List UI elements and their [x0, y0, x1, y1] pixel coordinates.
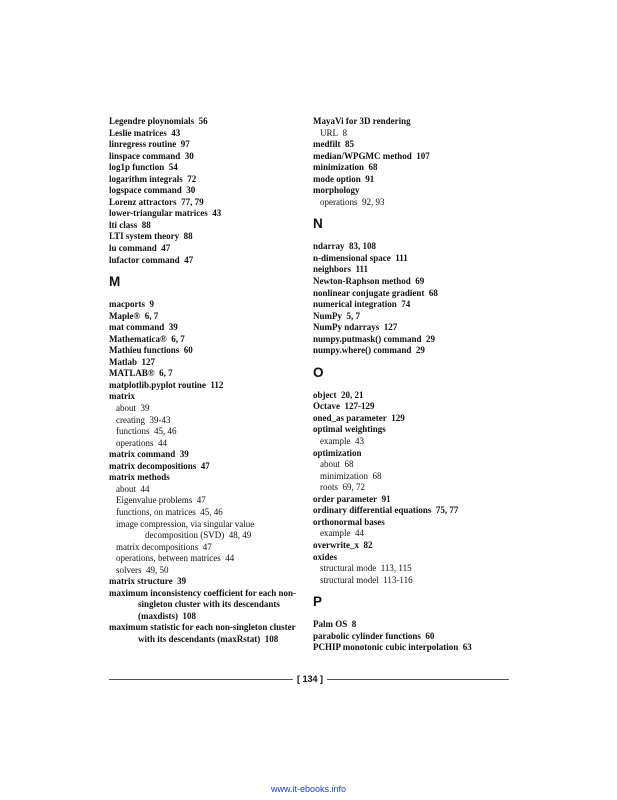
index-term: Palm OS [313, 619, 348, 630]
page-references: 69, 72 [342, 482, 365, 493]
index-entry [313, 334, 513, 346]
page-references: 60 [425, 630, 435, 641]
index-subentry [313, 471, 513, 483]
index-term: numpy.where() command [313, 345, 412, 356]
index-subentry [109, 426, 309, 438]
index-subentry [109, 415, 309, 427]
index-term: optimization [313, 447, 362, 458]
page-references: 111 [395, 252, 408, 263]
index-term: median/WPGMC method [313, 150, 412, 161]
page-references: 72 [187, 173, 197, 184]
index-term: lower-triangular matrices [109, 208, 208, 219]
page-references: 6, 7 [159, 368, 173, 379]
page-references: 74 [401, 299, 411, 310]
index-entry [313, 631, 513, 643]
index-entry [109, 220, 309, 232]
page-references: 6, 7 [144, 310, 159, 321]
index-term: lti class [109, 219, 138, 230]
index-term: matrix decompositions [116, 541, 199, 552]
index-term: NumPy [313, 310, 342, 321]
index-subentry [109, 438, 309, 450]
index-term: oned_as parameter [313, 412, 387, 423]
index-term: Eigenvalue problems [116, 495, 193, 506]
footer-rule-right [327, 679, 509, 680]
page-references: 48, 49 [228, 530, 252, 541]
index-entry [109, 391, 309, 403]
index-subentry [109, 542, 309, 554]
index-term: Mathieu functions [109, 345, 180, 356]
index-term: MayaVi for 3D rendering [313, 116, 411, 126]
index-term: matrix structure [109, 576, 173, 587]
page-references: 5, 7 [346, 310, 360, 321]
page-references: 43 [171, 127, 181, 138]
index-term: optimal weightings [313, 424, 386, 435]
website-link[interactable]: www.it-ebooks.info [270, 784, 347, 794]
index-term: linregress routine [109, 139, 177, 150]
index-entry [109, 231, 309, 243]
index-entry [109, 472, 309, 484]
index-entry [109, 449, 309, 461]
index-entry [109, 255, 309, 267]
index-term: numpy.putmask() command [313, 333, 422, 344]
index-subentry [109, 565, 309, 577]
page-references: 127 [383, 322, 398, 333]
page-references: 39 [168, 322, 178, 333]
index-entry [313, 241, 513, 253]
index-term: LTI system theory [109, 231, 180, 242]
index-column-left [109, 116, 309, 646]
page-references: 68 [344, 459, 354, 470]
index-entry [109, 622, 309, 645]
index-term: URL [320, 127, 338, 138]
index-entry [109, 322, 309, 334]
page-references: 127-129 [344, 401, 375, 412]
page-references: 29 [415, 345, 425, 356]
index-entry [109, 243, 309, 255]
page-references: 29 [426, 333, 436, 344]
index-term: medfilt [313, 139, 341, 150]
index-term: logarithm integrals [109, 173, 183, 184]
index-entry [109, 368, 309, 380]
index-entry [313, 448, 513, 460]
page-references: 47 [200, 460, 210, 471]
page-references: 112 [210, 379, 224, 390]
page-references: 54 [168, 162, 178, 173]
index-entry [109, 116, 309, 128]
index-term: PCHIP monotonic cubic interpolation [313, 642, 459, 653]
page-references: 75, 77 [435, 505, 459, 516]
index-entry [313, 540, 513, 552]
index-entry [109, 461, 309, 473]
index-subentry [313, 482, 513, 494]
page-references: 20, 21 [341, 389, 364, 400]
page-references: 39 [177, 576, 187, 587]
page-references: 108 [264, 633, 279, 644]
index-entry [313, 288, 513, 300]
index-entry [109, 162, 309, 174]
index-entry [109, 357, 309, 369]
index-entry [313, 517, 513, 529]
page-references: 8 [342, 127, 347, 138]
page-references: 111 [355, 264, 369, 275]
index-term: matrix command [109, 449, 176, 460]
index-term: neighbors [313, 264, 352, 275]
index-subentry [109, 484, 309, 496]
index-term: structural model [320, 574, 379, 585]
index-entry [313, 276, 513, 288]
index-section-letter: P [313, 594, 323, 610]
index-term: object [313, 389, 337, 400]
index-term: NumPy ndarrays [313, 322, 380, 333]
index-term: operations, between matrices [116, 553, 221, 564]
page-number: [ 134 ] [296, 674, 323, 684]
index-term: MATLAB® [109, 368, 155, 379]
index-entry [109, 139, 309, 151]
page-references: 49, 50 [146, 564, 169, 575]
index-term: morphology [313, 185, 360, 196]
index-entry [313, 642, 513, 654]
index-term: ndarray [313, 241, 345, 252]
page-references: 88 [141, 219, 151, 230]
page-references: 44 [140, 483, 150, 494]
index-entry [313, 413, 513, 425]
page-references: 77, 79 [181, 196, 204, 207]
index-entry [313, 174, 513, 186]
index-term: lufactor command [109, 254, 180, 265]
page-references: 44 [158, 437, 167, 448]
page-references: 39-43 [149, 414, 171, 425]
page-references: 91 [381, 493, 391, 504]
index-term: example [320, 436, 351, 447]
index-term: macports [109, 299, 145, 310]
index-term: operations [116, 437, 154, 448]
index-entry [313, 552, 513, 564]
page-references: 43 [355, 436, 364, 447]
index-term: matplotlib.pyplot routine [109, 379, 206, 390]
index-entry [109, 345, 309, 357]
index-subentry [313, 197, 513, 209]
page-references: 127 [141, 356, 155, 367]
index-entry [109, 299, 309, 311]
index-entry [313, 253, 513, 265]
index-term: matrix decompositions [109, 460, 197, 471]
index-entry [109, 334, 309, 346]
page-references: 44 [225, 553, 235, 564]
index-term: Matlab [109, 356, 137, 367]
index-section-letter: O [313, 364, 324, 380]
index-term: n-dimensional space [313, 252, 391, 263]
page-references: 107 [416, 150, 430, 161]
index-term: minimization [320, 470, 368, 481]
index-term: example [320, 528, 351, 539]
index-entry [313, 424, 513, 436]
index-term: operations [320, 196, 358, 207]
page-references: 68 [372, 470, 382, 481]
index-subentry [109, 495, 309, 507]
index-subentry [313, 575, 513, 587]
index-section-letter: M [109, 274, 121, 290]
page-references: 60 [183, 345, 193, 356]
page-references: 43 [212, 208, 222, 219]
index-term: solvers [116, 564, 142, 575]
index-term: lu command [109, 243, 157, 254]
index-term: order parameter [313, 493, 378, 504]
page-references: 85 [345, 139, 354, 150]
index-term: minimization [313, 162, 364, 173]
index-entry [109, 128, 309, 140]
page-references: 56 [198, 116, 208, 126]
page-references: 9 [149, 299, 154, 310]
index-term: structural mode [320, 563, 377, 574]
page-references: 108 [182, 610, 196, 621]
index-term: linspace command [109, 150, 181, 161]
index-entry [313, 264, 513, 276]
index-term: image compression, via singular value decomposition (SVD) [116, 518, 255, 541]
index-term: log1p function [109, 162, 165, 173]
index-term: Leslie matrices [109, 127, 167, 138]
index-term: orthonormal bases [313, 516, 385, 527]
index-term: about [116, 483, 136, 494]
index-subentry [313, 459, 513, 471]
index-term: mode option [313, 173, 361, 184]
index-term: matrix methods [109, 472, 170, 483]
index-term: numerical integration [313, 299, 397, 310]
index-column-right [313, 116, 513, 654]
page-references: 44 [355, 528, 364, 539]
index-entry [313, 151, 513, 163]
page-references: 92, 93 [362, 196, 385, 207]
index-subentry [109, 519, 309, 542]
page-references: 113, 115 [380, 563, 412, 574]
index-subentry [109, 403, 309, 415]
page-references: 45, 46 [200, 506, 223, 517]
index-entry [109, 588, 309, 623]
index-term: about [116, 403, 136, 414]
index-entry [313, 619, 513, 631]
index-subentry [313, 528, 513, 540]
index-term: Octave [313, 401, 340, 412]
index-term: logspace command [109, 185, 182, 196]
index-entry [313, 116, 513, 128]
index-section-letter: N [313, 216, 323, 232]
index-term: about [320, 459, 340, 470]
index-term: mat command [109, 322, 165, 333]
index-term: Legendre ploynomials [109, 116, 195, 126]
page-references: 45, 46 [154, 426, 177, 437]
page-references: 39 [140, 403, 150, 414]
index-entry [109, 576, 309, 588]
index-term: roots [320, 482, 338, 493]
index-term: creating [116, 414, 145, 425]
page-references: 113-116 [383, 574, 413, 585]
index-term: Newton-Raphson method [313, 276, 411, 287]
page-references: 91 [365, 173, 375, 184]
index-term: parabolic cylinder functions [313, 630, 421, 641]
index-entry [109, 380, 309, 392]
index-entry [109, 197, 309, 209]
index-entry [109, 174, 309, 186]
page-references: 82 [363, 539, 373, 550]
page-references: 6, 7 [171, 333, 185, 344]
page-references: 8 [351, 619, 357, 630]
page-references: 47 [184, 254, 194, 265]
page-references: 30 [186, 185, 196, 196]
index-entry [313, 494, 513, 506]
index-term: Mathematica® [109, 333, 167, 344]
page-references: 47 [202, 541, 212, 552]
index-entry [313, 505, 513, 517]
index-entry [313, 139, 513, 151]
index-entry [313, 299, 513, 311]
page-references: 39 [179, 449, 189, 460]
index-term: Lorenz attractors [109, 196, 177, 207]
index-term: matrix [109, 391, 135, 402]
index-subentry [313, 563, 513, 575]
page-footer [109, 672, 509, 686]
index-entry [313, 185, 513, 197]
index-subentry [313, 128, 513, 140]
index-term: oxides [313, 551, 338, 562]
index-term: Maple® [109, 310, 141, 321]
index-entry [109, 151, 309, 163]
index-term: functions, on matrices [116, 506, 196, 517]
index-entry [313, 345, 513, 357]
page-references: 69 [415, 276, 425, 287]
index-term: overwrite_x [313, 539, 359, 550]
page-references: 68 [368, 162, 378, 173]
index-term: ordinary differential equations [313, 505, 432, 516]
page-references: 97 [180, 139, 190, 150]
index-subentry [109, 507, 309, 519]
index-term: nonlinear conjugate gradient [313, 287, 425, 298]
index-subentry [109, 553, 309, 565]
index-entry [313, 311, 513, 323]
page-references: 30 [184, 150, 194, 161]
page-references: 83, 108 [349, 241, 376, 252]
index-term: maximum statistic for each non-singleton cluster with its descendants (maxRstat) [109, 622, 296, 644]
page-references: 129 [391, 412, 405, 423]
page-references: 47 [196, 495, 206, 506]
index-term: functions [116, 426, 150, 437]
index-entry [313, 390, 513, 402]
page-references: 47 [161, 243, 171, 254]
index-term: maximum inconsistency coefficient for each non-singleton cluster with its descendants (maxdists) [109, 587, 297, 621]
index-entry [313, 401, 513, 413]
index-subentry [313, 436, 513, 448]
index-entry [313, 162, 513, 174]
page-references: 88 [183, 231, 193, 242]
page-references: 63 [462, 642, 472, 653]
index-entry [109, 185, 309, 197]
index-entry [109, 311, 309, 323]
index-entry [109, 208, 309, 220]
page-references: 68 [428, 287, 438, 298]
index-entry [313, 322, 513, 334]
footer-rule-left [109, 679, 293, 680]
